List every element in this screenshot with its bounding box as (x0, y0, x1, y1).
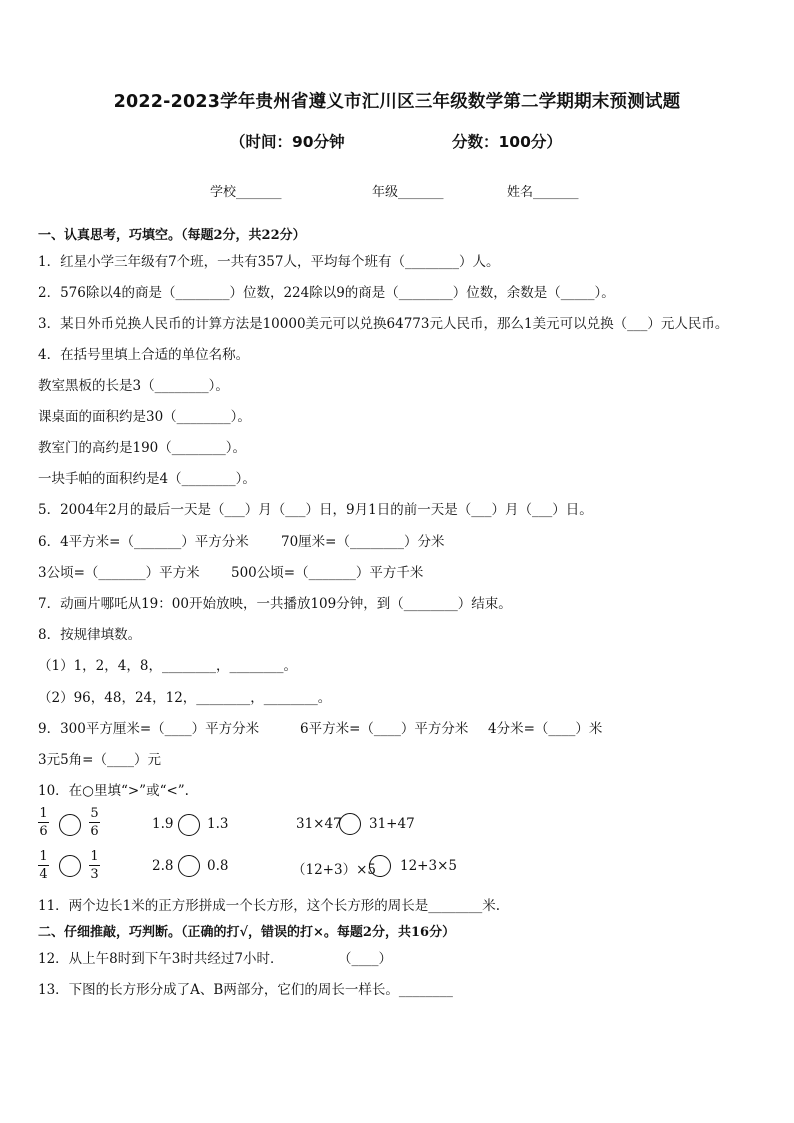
question-8a: （1）1，2，4，8，________，________。 (38, 658, 297, 674)
compare-31plus47: 31+47 (369, 816, 415, 832)
grade-field: 年级_______ (372, 185, 444, 200)
compare-1-3: 1.3 (207, 816, 229, 832)
compare-31x47: 31×47 (296, 816, 342, 832)
question-4c: 教室门的高约是190（________）。 (38, 440, 247, 456)
exam-time: （时间：90分钟 (230, 133, 345, 151)
question-11: 11．两个边长1米的正方形拼成一个长方形，这个长方形的周长是________米. (38, 898, 501, 914)
compare-1-9: 1.9 (152, 816, 174, 832)
compare-2-8: 2.8 (152, 858, 174, 874)
question-5: 5．2004年2月的最后一天是（___）月（___）日，9月1日的前一天是（___）月（___）日。 (38, 502, 593, 518)
question-4d: 一块手帕的面积约是4（________）。 (38, 471, 256, 487)
fraction-five-sixths: 5 6 (90, 806, 99, 839)
compare-circle-2[interactable] (178, 814, 200, 836)
question-13: 13．下图的长方形分成了A、B两部分，它们的周长一样长。________ (38, 982, 453, 998)
question-8: 8．按规律填数。 (38, 627, 142, 643)
question-9c: 4分米=（____）米 (488, 721, 603, 737)
fraction-one-fourth: 1 4 (39, 849, 48, 882)
compare-circle-5[interactable] (178, 855, 200, 877)
compare-circle-4[interactable] (59, 855, 81, 877)
question-9d: 3元5角=（____）元 (38, 752, 161, 768)
question-6c: 3公顷=（_______）平方米 (38, 565, 200, 581)
question-6d: 500公顷=（_______）平方千米 (231, 565, 424, 581)
section-2-heading: 二、仔细推敲，巧判断。（正确的打√，错误的打×。每题2分，共16分） (38, 925, 456, 940)
compare-0-8: 0.8 (207, 858, 229, 874)
compare-circle-3[interactable] (339, 813, 361, 835)
question-2: 2．576除以4的商是（________）位数，224除以9的商是（________）位数，余数是（_____）。 (38, 285, 615, 301)
name-field: 姓名_______ (507, 185, 579, 200)
school-field: 学校_______ (210, 185, 282, 200)
compare-circle-1[interactable] (59, 814, 81, 836)
compare-plain-expr: 12+3×5 (400, 858, 457, 874)
compare-circle-6[interactable] (369, 855, 391, 877)
question-4b: 课桌面的面积约是30（________）。 (38, 409, 251, 425)
question-9b: 6平方米=（____）平方分米 (300, 721, 469, 737)
page-title: 2022-2023学年贵州省遵义市汇川区三年级数学第二学期期末预测试题 (113, 92, 681, 112)
question-6b: 70厘米=（________）分米 (281, 534, 445, 550)
question-4: 4．在括号里填上合适的单位名称。 (38, 347, 250, 363)
question-12-answer[interactable]: （____） (338, 951, 392, 967)
fraction-one-sixth: 1 6 (39, 806, 48, 839)
question-8b: （2）96，48，24，12，________，________。 (38, 690, 332, 706)
question-12: 12．从上午8时到下午3时共经过7小时． (38, 951, 284, 967)
question-10: 10．在○里填“>”或“<”. (38, 783, 189, 799)
question-4a: 教室黑板的长是3（________）。 (38, 378, 229, 394)
question-1: 1．红星小学三年级有7个班，一共有357人，平均每个班有（________）人。 (38, 254, 500, 270)
question-3: 3．某日外币兑换人民币的计算方法是10000美元可以兑换64773元人民币，那么1美元可以兑换（___）元人民币。 (38, 316, 729, 332)
fraction-one-third: 1 3 (90, 849, 99, 882)
exam-score: 分数：100分） (452, 133, 562, 151)
section-1-heading: 一、认真思考，巧填空。（每题2分，共22分） (38, 228, 306, 243)
compare-paren-expr: （12+3）×5 (292, 862, 376, 878)
question-6a: 6．4平方米=（_______）平方分米 (38, 534, 249, 550)
question-7: 7．动画片哪吒从19：00开始放映，一共播放109分钟，到（________）结束。 (38, 596, 512, 612)
question-9a: 9．300平方厘米=（____）平方分米 (38, 721, 260, 737)
